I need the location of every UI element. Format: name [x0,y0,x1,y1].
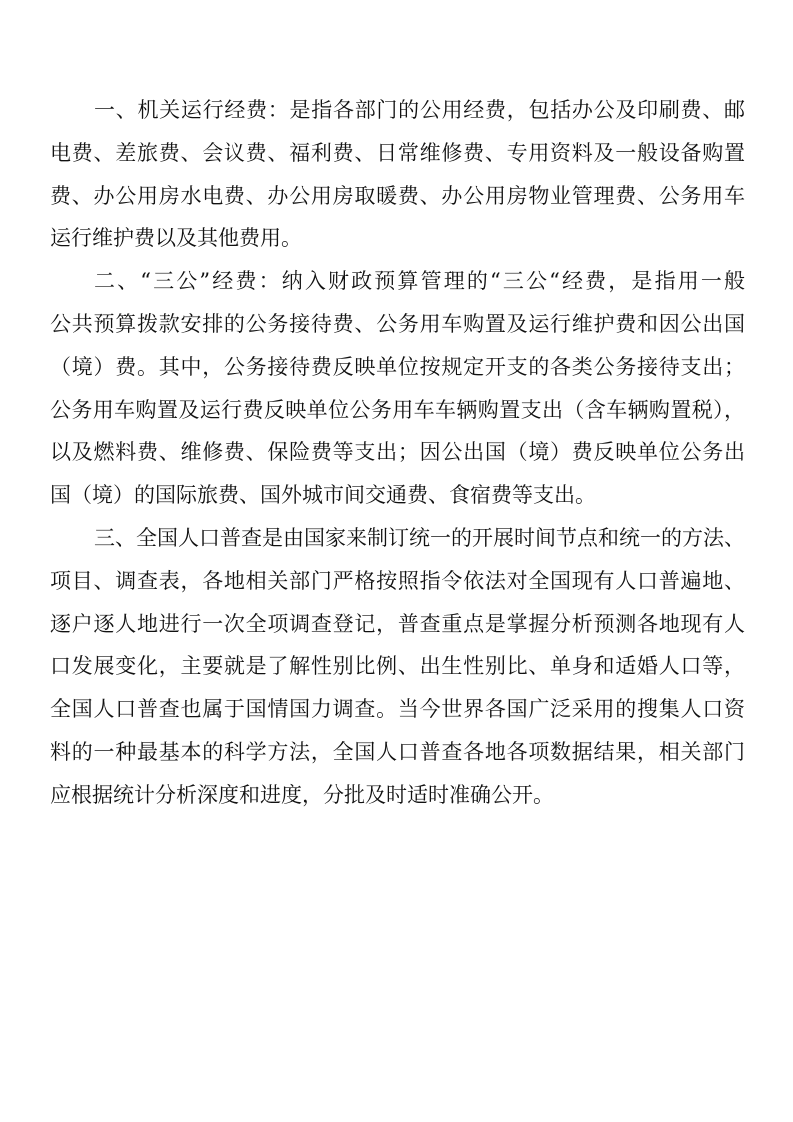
paragraph-office-operating-expenses [50,89,745,260]
paragraph-line: 一、机关运行经费：是指各部门的公用经费，包括办公及印刷费、邮 [94,98,745,122]
paragraph-line: 费、办公用房水电费、办公用房取暖费、办公用房物业管理费、公务用车 [50,183,745,208]
paragraph-line: 应根据统计分析深度和进度，分批及时适时准确公开。 [50,782,554,807]
paragraph-line: 国（境）的国际旅费、国外城市间交通费、食宿费等支出。 [50,483,596,508]
paragraph-national-census [50,517,745,817]
paragraph-line: 公共预算拨款安排的公务接待费、公务用车购置及运行维护费和因公出国 [50,311,745,336]
paragraph-line: 公务用车购置及运行费反映单位公务用车车辆购置支出（含车辆购置税）， [50,397,745,422]
paragraph-line: 电费、差旅费、会议费、福利费、日常维修费、专用资料及一般设备购置 [50,140,745,165]
paragraph-line: 逐户逐人地进行一次全项调查登记，普查重点是掌握分析预测各地现有人 [50,611,745,636]
paragraph-line: 项目、调查表，各地相关部门严格按照指令依法对全国现有人口普遍地、 [50,568,745,593]
paragraph-line: 全国人口普查也属于国情国力调查。当今世界各国广泛采用的搜集人口资 [50,697,745,722]
paragraph-line: 二、“三公”经费：纳入财政预算管理的“三公“经费，是指用一般 [94,269,745,294]
document-body [50,89,745,817]
paragraph-line: 三、全国人口普查是由国家来制订统一的开展时间节点和统一的方法、 [94,525,745,550]
paragraph-line: 料的一种最基本的科学方法，全国人口普查各地各项数据结果，相关部门 [50,739,745,764]
paragraph-line: 口发展变化，主要就是了解性别比例、出生性别比、单身和适婚人口等， [50,654,745,679]
paragraph-line: 以及燃料费、维修费、保险费等支出；因公出国（境）费反映单位公务出 [50,440,745,465]
paragraph-line: （境）费。其中，公务接待费反映单位按规定开支的各类公务接待支出； [50,354,745,379]
paragraph-line: 运行维护费以及其他费用。 [50,226,302,251]
paragraph-three-public-expenses [50,260,745,517]
